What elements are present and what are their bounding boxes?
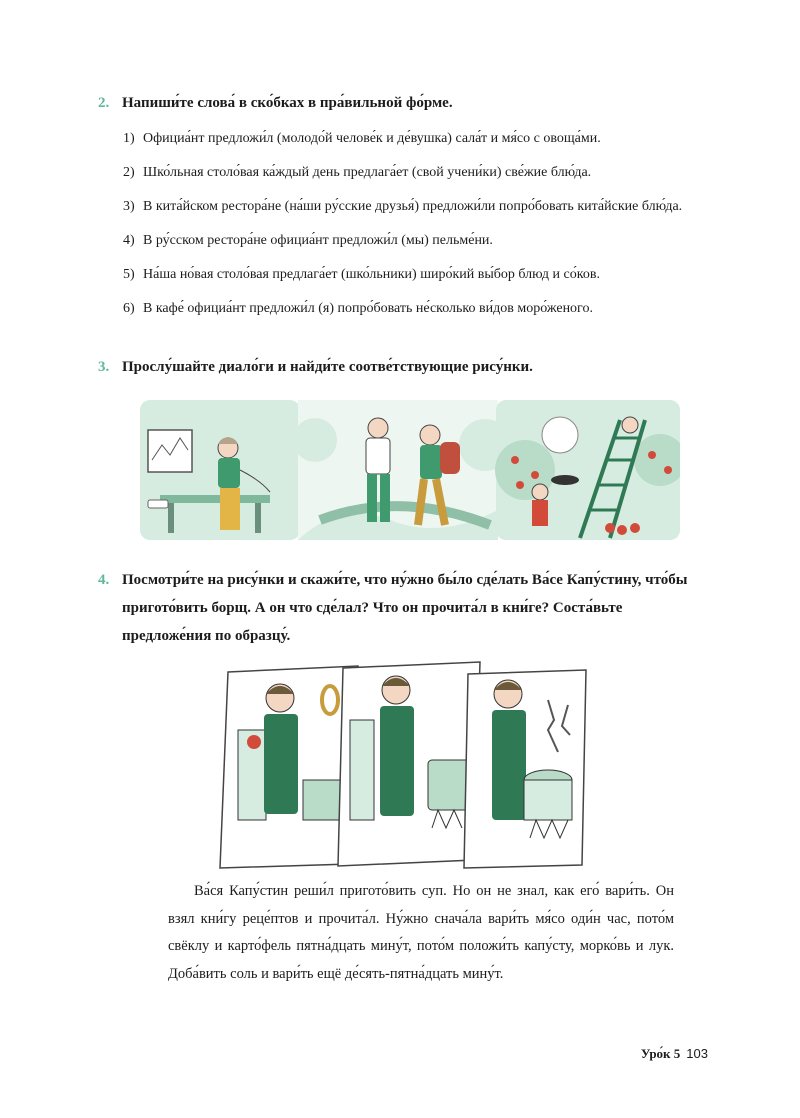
task-3 — [98, 352, 698, 382]
task-3-heading — [98, 352, 698, 382]
list-item — [98, 262, 698, 288]
comic-panel-3 — [464, 670, 586, 868]
story-text: Ва́ся Капу́стин реши́л пригото́вить суп. Но он не знал, как его́ вари́ть. Он взял кни́гу реце́птов и прочита́л. Ну́жно снача́ла вари́ть мя́со оди́н час, пото́м свёклу и карто́фель пятна́дцать мину́т, пото́м положи́ть капу́сту, морко́вь и лук. Доба́вить соль и вари́ть ещё де́сять-пятна́дцать мину́т. — [168, 883, 674, 982]
task-2-list — [98, 126, 698, 322]
task-4-title: Посмотри́те на рису́нки и скажи́те, что ну́жно бы́ло сде́лать Ва́се Капу́стину, что́бы пригото́вить борщ. А он что сде́лал? Что он прочита́л в кни́ге? Соста́вьте предложе́ния по образцу́. — [122, 572, 688, 644]
item-text: В кафе́ официа́нт предложи́л (я) попро́бовать не́сколько ви́дов моро́женого. — [143, 301, 593, 316]
story-paragraph — [168, 878, 674, 988]
lesson-label: Уро́к 5 — [640, 1046, 681, 1061]
task-4-heading — [98, 566, 698, 650]
task-3-number: 3. — [98, 359, 110, 375]
item-text: В ру́сском рестора́не официа́нт предложи́л (мы) пельме́ни. — [143, 233, 493, 248]
task-2 — [98, 88, 698, 322]
page-number: 103 — [686, 1046, 708, 1061]
list-item — [98, 126, 698, 152]
dialogue-illustrations — [140, 400, 680, 540]
list-item — [98, 296, 698, 322]
cooking-comic-illustration — [218, 660, 588, 870]
task-2-title: Напиши́те слова́ в ско́бках в пра́вильной фо́рме. — [122, 95, 453, 111]
task-4-number: 4. — [98, 572, 110, 588]
task-4 — [98, 566, 698, 650]
item-number: 2) — [123, 165, 135, 180]
scene-hikers-illustration — [293, 400, 511, 540]
item-number: 3) — [123, 199, 135, 214]
item-text: Официа́нт предложи́л (молодо́й челове́к и де́вушка) сала́т и мя́со с овоща́ми. — [143, 131, 601, 146]
comic-panel-1 — [220, 666, 358, 868]
task-2-number: 2. — [98, 95, 110, 111]
item-number: 1) — [123, 131, 135, 146]
scene-phone-call-illustration — [140, 400, 300, 540]
item-text: Шко́льная столо́вая ка́ждый день предлага́ет (свой учени́ки) све́жие блю́да. — [143, 165, 592, 180]
list-item — [98, 160, 698, 186]
task-2-heading — [98, 88, 698, 118]
page-footer — [641, 1046, 708, 1062]
list-item — [98, 228, 698, 254]
task-3-title: Прослу́шайте диало́ги и найди́те соотве́тствующие рису́нки. — [122, 359, 533, 375]
list-item — [98, 194, 698, 220]
item-text: В кита́йском рестора́не (на́ши ру́сские друзья́) предложи́ли попро́бовать кита́йские блю́да. — [143, 199, 683, 214]
scene-apple-picking-illustration — [495, 400, 680, 540]
item-number: 5) — [123, 267, 135, 282]
item-number: 4) — [123, 233, 135, 248]
item-number: 6) — [123, 301, 135, 316]
comic-panel-2 — [338, 662, 480, 866]
item-text: На́ша но́вая столо́вая предлага́ет (шко́льники) широ́кий вы́бор блюд и со́ков. — [143, 267, 600, 282]
